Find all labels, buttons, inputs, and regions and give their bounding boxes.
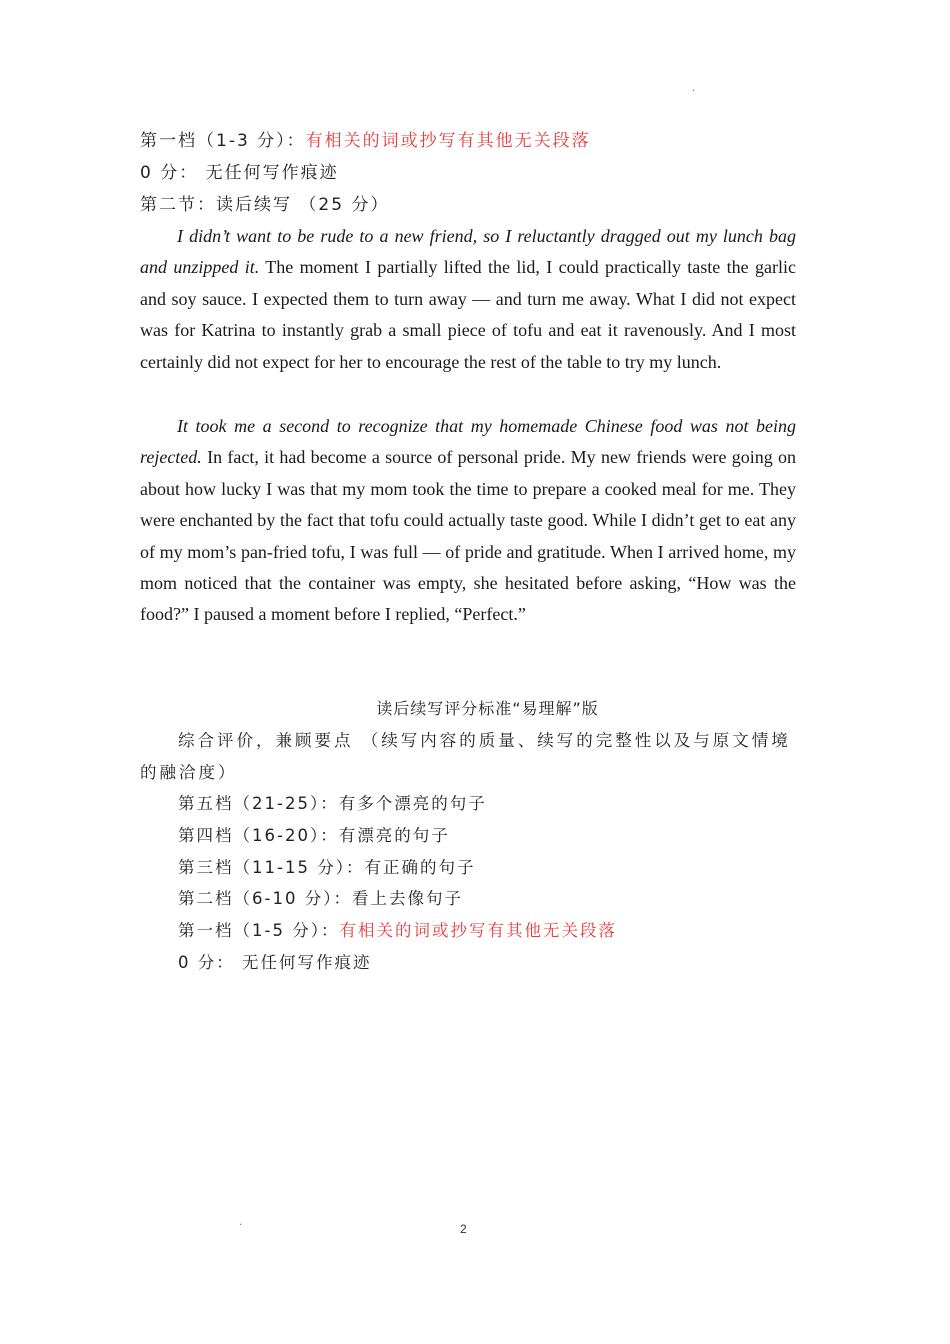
band-0: 0 分： 无任何写作痕迹 bbox=[178, 953, 372, 972]
criteria-heading: 读后续写评分标准“易理解”版 bbox=[376, 699, 599, 718]
footer-dot: . bbox=[239, 1217, 243, 1228]
band-1-old-prefix: 第一档（1-3 分）： bbox=[140, 131, 306, 151]
passage-paragraph-1 bbox=[140, 221, 796, 378]
band-1-old-line bbox=[140, 130, 591, 152]
passage-p1-italic: I didn’t want to be rude to a new friend, so I reluctantly dragged out my lunch bag and unzipped it. bbox=[140, 226, 796, 278]
band-5: 第五档（21-25）：有多个漂亮的句子 bbox=[178, 794, 487, 813]
band-1-prefix: 第一档（1-5 分）： bbox=[178, 921, 340, 940]
passage-p2-text: In fact, it had become a source of personal pride. My new friends were going on about how lucky I was that my mom took the time to prepare a cooked meal for me. They were enchanted by the fact that tofu could actually taste good. While I didn’t get to eat any of my mom’s pan-fried tofu, I was full — of pride and gratitude. When I arrived home, my mom noticed that the container was empty, she hesitated before asking, “How was the food?” I paused a moment before I replied, “Perfect.” bbox=[140, 447, 796, 625]
band-1 bbox=[178, 920, 617, 942]
passage-p2-italic: It took me a second to recognize that my homemade Chinese food was not being rejected. bbox=[140, 416, 796, 468]
band-3: 第三档（11-15 分）：有正确的句子 bbox=[178, 858, 476, 877]
passage-paragraph-2 bbox=[140, 411, 796, 631]
band-0-old-line: 0 分： 无任何写作痕迹 bbox=[140, 163, 339, 183]
band-2: 第二档（6-10 分）：看上去像句子 bbox=[178, 889, 463, 908]
band-1-red-text: 有相关的词或抄写有其他无关段落 bbox=[339, 921, 617, 940]
section-title: 第二节：读后续写 （25 分） bbox=[140, 195, 390, 215]
passage-p1-text: The moment I partially lifted the lid, I could practically taste the garlic and soy sauce. I expected them to turn away — and turn me away. What I did not expect was for Katrina to instantly grab a small piece of tofu and eat it ravenously. And I most certainly did not expect for her to encourage the rest of the table to try my lunch. bbox=[140, 257, 796, 372]
page-number: 2 bbox=[460, 1222, 467, 1236]
band-1-old-red-text: 有相关的词或抄写有其他无关段落 bbox=[305, 131, 591, 151]
band-4: 第四档（16-20）：有漂亮的句子 bbox=[178, 826, 450, 845]
criteria-general: 综合评价，兼顾要点 （续写内容的质量、续写的完整性以及与原文情境的融洽度） bbox=[140, 731, 791, 782]
header-dot: . bbox=[692, 83, 696, 94]
